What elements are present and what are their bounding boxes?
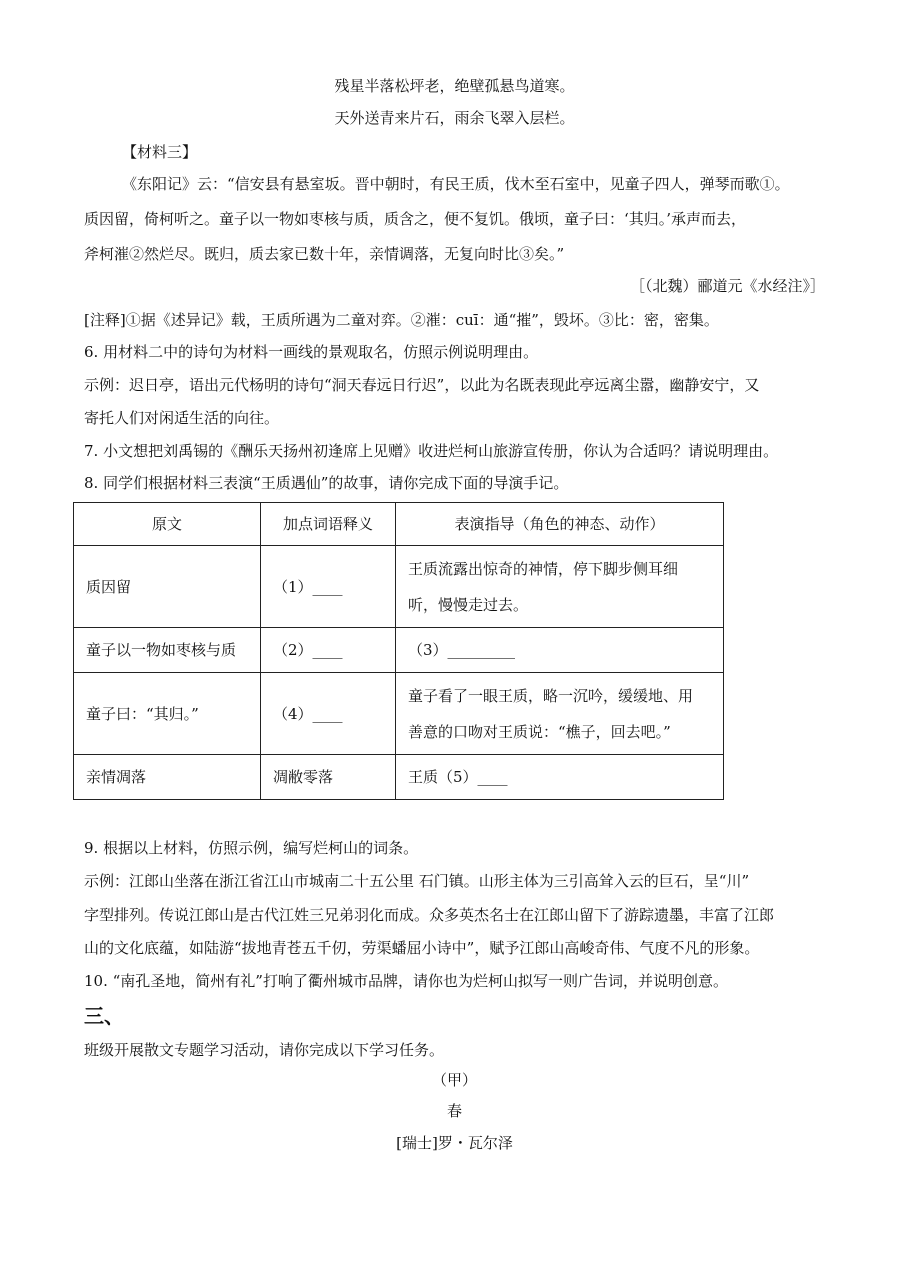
section-3-intro: 班级开展散文专题学习活动，请你完成以下学习任务。	[84, 1041, 445, 1059]
cell-direction[interactable]: 王质（5）____	[396, 755, 724, 800]
header-meaning: 加点词语释义	[261, 503, 396, 546]
material3-source: ［（北魏）郦道元《水经注》］	[629, 277, 825, 295]
material3-para-2: 质因留，倚柯听之。童子以一物如枣核与质，质含之，便不复饥。俄顷，童子曰：‘其归。’承声而去，	[84, 210, 747, 228]
poem-line-1: 残星半落松坪老，绝壁孤悬鸟道寒。	[334, 77, 575, 95]
cell-direction-line-1: 童子看了一眼王质，略一沉吟，缓缓地、用	[408, 686, 694, 705]
question-6-example-2: 寄托人们对闲适生活的向往。	[84, 409, 280, 427]
cell-original: 童子曰：“其归。”	[74, 673, 261, 755]
header-direction: 表演指导（角色的神态、动作）	[396, 503, 724, 546]
table-row	[74, 755, 724, 800]
text-author: [瑞士]罗・瓦尔泽	[396, 1134, 513, 1152]
question-6: 6. 用材料二中的诗句为材料一画线的景观取名，仿照示例说明理由。	[84, 343, 539, 361]
question-8: 8. 同学们根据材料三表演“王质遇仙”的故事，请你完成下面的导演手记。	[84, 474, 569, 492]
table-row	[74, 546, 724, 628]
material3-heading: 【材料三】	[122, 143, 198, 161]
question-9: 9. 根据以上材料，仿照示例，编写烂柯山的词条。	[84, 839, 419, 857]
cell-meaning[interactable]: （2）____	[261, 628, 396, 673]
header-original: 原文	[74, 503, 261, 546]
cell-direction-line-1: 王质流露出惊奇的神情，停下脚步侧耳细	[408, 559, 679, 578]
question-10: 10. “南孔圣地，简州有礼”打响了衢州城市品牌，请你也为烂柯山拟写一则广告词，并说明创意。	[84, 972, 728, 990]
cell-direction-line-2: 听，慢慢走过去。	[408, 595, 529, 614]
question-9-example-1: 示例：江郎山坐落在浙江省江山市城南二十五公里 石门镇。山形主体为三引高耸入云的巨石，呈“川”	[84, 872, 750, 890]
notes: [注释]①据《述异记》载，王质所遇为二童对弈。②漼：cuī：通“摧”，毁坏。③比：密，密集。	[84, 311, 719, 329]
cell-direction-line-2: 善意的口吻对王质说：“樵子，回去吧。”	[408, 722, 671, 741]
material3-para-1: 《东阳记》云：“信安县有悬室坂。晋中朝时，有民王质，伐木至石室中，见童子四人，弹琴而歌①。	[122, 175, 790, 193]
cell-direction[interactable]: （3）_________	[396, 628, 724, 673]
director-notes-table	[73, 502, 724, 800]
table-row	[74, 673, 724, 755]
question-6-example-1: 示例：迟日亭，语出元代杨明的诗句“洞天春远日行迟”，以此为名既表现此亭远离尘嚣，幽静安宁，又	[84, 376, 760, 394]
text-title: 春	[446, 1102, 462, 1120]
cell-original: 亲情凋落	[74, 755, 261, 800]
cell-meaning: 凋敝零落	[261, 755, 396, 800]
cell-meaning[interactable]: （4）____	[261, 673, 396, 755]
cell-direction	[396, 546, 724, 628]
text-label: （甲）	[431, 1071, 477, 1089]
section-3-heading: 三、	[84, 1004, 124, 1028]
table-header-row	[74, 503, 724, 546]
cell-original: 质因留	[74, 546, 261, 628]
cell-meaning[interactable]: （1）____	[261, 546, 396, 628]
question-7: 7. 小文想把刘禹锡的《酬乐天扬州初逢席上见赠》收进烂柯山旅游宣传册，你认为合适吗？请说明理由。	[84, 442, 779, 460]
material3-para-3: 斧柯漼②然烂尽。既归，质去家已数十年，亲情调落，无复向时比③矣。”	[84, 245, 565, 263]
cell-direction	[396, 673, 724, 755]
cell-original: 童子以一物如枣核与质	[74, 628, 261, 673]
poem-line-2: 天外送青来片石，雨余飞翠入层栏。	[334, 109, 575, 127]
question-9-example-2: 字型排列。传说江郎山是古代江姓三兄弟羽化而成。众多英杰名士在江郎山留下了游踪遗墨，丰富了江郎	[84, 906, 775, 924]
question-9-example-3: 山的文化底蕴，如陆游“拔地青苍五千仞，劳渠蟠屈小诗中”，赋予江郎山高峻奇伟、气度不凡的形象。	[84, 939, 760, 957]
table-row	[74, 628, 724, 673]
